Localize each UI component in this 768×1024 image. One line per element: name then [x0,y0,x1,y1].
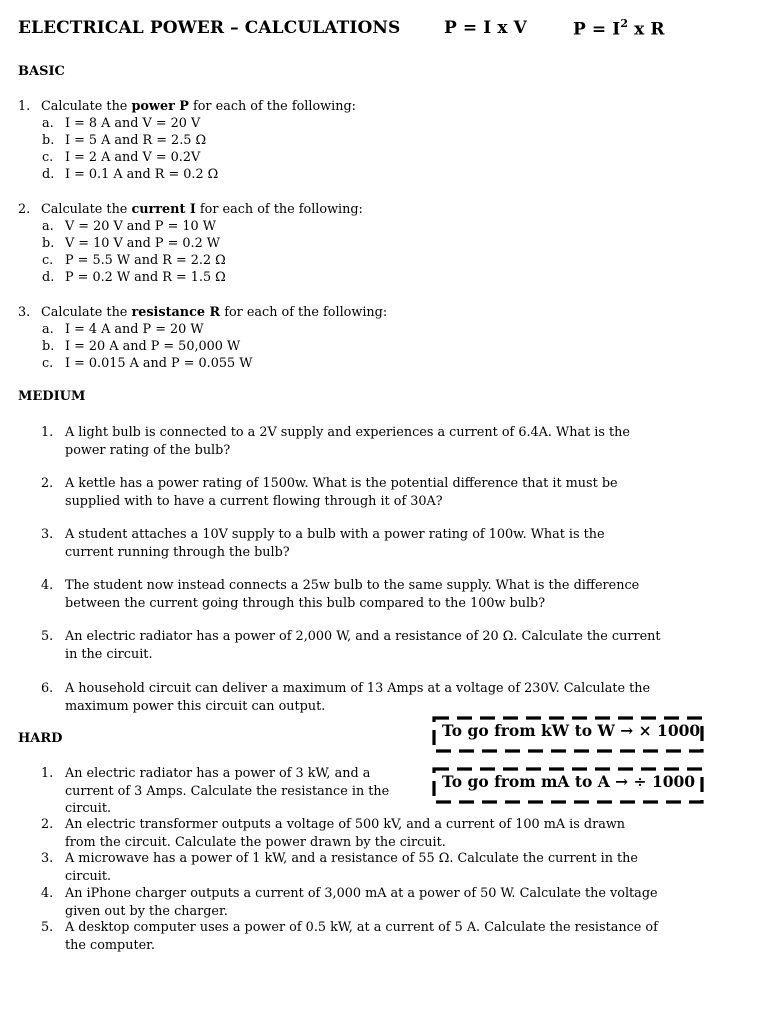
question-number: 2. [41,476,54,491]
line: A desktop computer uses a power of 0.5 kW, at a current of 5 A. Calculate the resistance of [65,920,658,935]
section-medium-heading: MEDIUM [18,389,86,404]
text-bold: power P [131,99,189,114]
question-text [65,526,605,561]
text-post: for each of the following: [195,202,363,217]
text-bold: current I [131,202,196,217]
item-text: P = 0.2 W and R = 1.5 Ω [65,270,226,285]
line: circuit. [65,868,112,884]
line: current of 3 Amps. Calculate the resistance in the [65,783,390,799]
question-text [41,98,356,115]
tip-text: To go from kW to W → × 1000 [442,721,701,740]
line: A household circuit can deliver a maximum of 13 Amps at a voltage of 230V. Calculate the [65,681,651,696]
question-number: 4. [41,886,54,901]
question-number: 3. [41,851,54,866]
question-number: 1. [41,766,54,781]
item-letter: c. [42,253,54,268]
question-number: 3. [18,305,31,320]
text-post: for each of the following: [188,99,356,114]
formula-power-current-voltage: P = I x V [444,18,527,38]
question-text [65,424,630,459]
question-text [41,201,363,218]
question-number: 6. [41,681,54,696]
question-text [65,765,389,818]
line: power rating of the bulb? [65,442,231,458]
tip-text: To go from mA to A → ÷ 1000 [442,772,696,791]
question-text [65,919,658,954]
item-text: I = 8 A and V = 20 V [65,116,201,131]
question-number: 1. [41,425,54,440]
line: the computer. [65,937,155,953]
item-text: I = 0.1 A and R = 0.2 Ω [65,167,219,182]
formula-exponent: 2 [620,17,629,30]
text-pre: Calculate the [41,305,132,320]
item-text: I = 20 A and P = 50,000 W [65,339,241,354]
line: An electric radiator has a power of 3 kW, and a [65,766,371,781]
item-text: I = 5 A and R = 2.5 Ω [65,133,207,148]
line: A kettle has a power rating of 1500w. What is the potential difference that it must be [65,476,618,491]
text-pre: Calculate the [41,202,132,217]
item-text: P = 5.5 W and R = 2.2 Ω [65,253,226,268]
line: from the circuit. Calculate the power drawn by the circuit. [65,834,446,850]
section-hard-heading: HARD [18,731,63,746]
item-text: V = 10 V and P = 0.2 W [65,236,220,251]
question-number: 5. [41,629,54,644]
question-text [65,850,638,885]
item-letter: b. [42,133,55,148]
question-text [65,816,625,851]
line: maximum power this circuit can output. [65,698,326,714]
formula-power-current-resistance [573,18,665,40]
tip-box-ma-to-a [432,767,700,801]
line: An electric transformer outputs a voltage of 500 kV, and a current of 100 mA is drawn [65,817,626,832]
line: An electric radiator has a power of 2,000 W, and a resistance of 20 Ω. Calculate the current [65,629,661,644]
line: supplied with to have a current flowing through it of 30A? [65,493,443,509]
question-text [65,475,618,510]
question-text [65,577,639,612]
item-text: I = 2 A and V = 0.2V [65,150,201,165]
tip-box-kw-to-w [432,716,700,750]
question-text [65,885,658,920]
item-letter: a. [42,219,54,234]
line: A student attaches a 10V supply to a bulb with a power rating of 100w. What is the [65,527,605,542]
question-text [41,304,387,321]
line: current running through the bulb? [65,544,290,560]
text-bold: resistance R [131,305,221,320]
item-letter: b. [42,236,55,251]
item-letter: d. [42,167,55,182]
section-basic-heading: BASIC [18,64,65,79]
question-number: 2. [41,817,54,832]
question-number: 4. [41,578,54,593]
text-post: for each of the following: [220,305,388,320]
item-letter: d. [42,270,55,285]
line: An iPhone charger outputs a current of 3,000 mA at a power of 50 W. Calculate the voltage [65,886,658,901]
text-pre: Calculate the [41,99,132,114]
question-number: 5. [41,920,54,935]
formula-tail: x R [628,19,665,40]
line: A light bulb is connected to a 2V supply and experiences a current of 6.4A. What is the [65,425,630,440]
item-text: V = 20 V and P = 10 W [65,219,216,234]
question-number: 1. [18,99,31,114]
question-text [65,628,661,663]
page-title: ELECTRICAL POWER – CALCULATIONS [18,18,401,38]
line: circuit. [65,801,112,816]
formula-base: P = I [573,19,621,40]
question-number: 3. [41,527,54,542]
line: A microwave has a power of 1 kW, and a resistance of 55 Ω. Calculate the current in the [65,851,638,866]
item-letter: a. [42,322,54,337]
line: between the current going through this bulb compared to the 100w bulb? [65,595,546,611]
question-number: 2. [18,202,31,217]
item-text: I = 0.015 A and P = 0.055 W [65,356,253,371]
line: The student now instead connects a 25w bulb to the same supply. What is the difference [65,578,640,593]
item-letter: a. [42,116,54,131]
item-letter: c. [42,150,54,165]
line: in the circuit. [65,646,153,662]
item-letter: b. [42,339,55,354]
line: given out by the charger. [65,903,228,919]
question-text [65,680,650,715]
item-letter: c. [42,356,54,371]
item-text: I = 4 A and P = 20 W [65,322,204,337]
